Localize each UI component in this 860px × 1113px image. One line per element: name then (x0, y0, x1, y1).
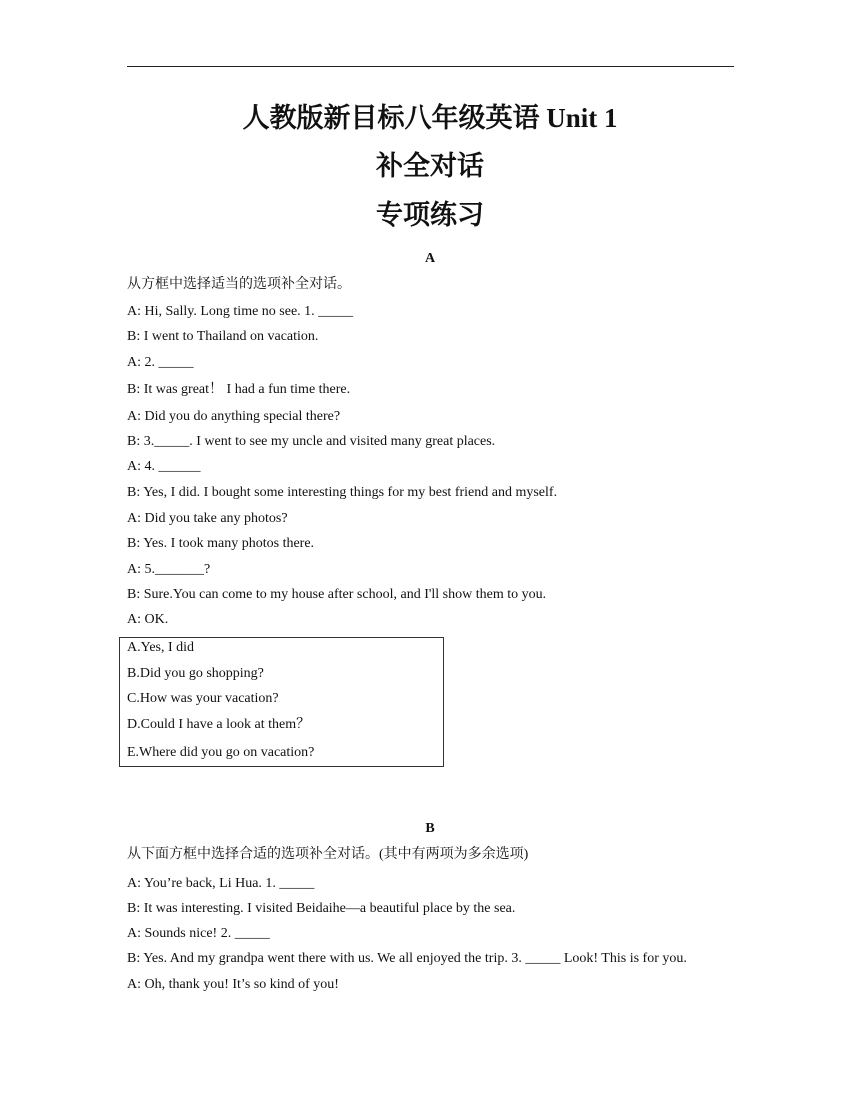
section-b-instruction: 从下面方框中选择合适的选项补全对话。(其中有两项为多余选项) (127, 847, 529, 862)
document-title: 人教版新目标八年级英语 Unit 1 (242, 103, 618, 133)
dialogue-line: A: Did you take any photos? (127, 511, 288, 526)
header-rule (127, 66, 734, 67)
section-a-label: A (424, 251, 436, 266)
dialogue-line: A: Oh, thank you! It’s so kind of you! (127, 977, 339, 992)
option-item: C.How was your vacation? (127, 691, 279, 706)
dialogue-line: A: Hi, Sally. Long time no see. 1. _____ (127, 304, 354, 319)
dialogue-line: A: 4. ______ (127, 459, 201, 474)
section-b-label: B (425, 821, 435, 836)
dialogue-line: B: Yes, I did. I bought some interesting things for my best friend and myself. (127, 485, 558, 500)
dialogue-line: B: It was interesting. I visited Beidaihe—a beautiful place by the sea. (127, 901, 516, 916)
document-subtitle: 补全对话 (376, 151, 484, 181)
dialogue-line: A: 2. _____ (127, 355, 194, 370)
section-a-instruction: 从方框中选择适当的选项补全对话。 (127, 277, 351, 292)
dialogue-line: A: OK. (127, 612, 169, 627)
dialogue-line: A: Did you do anything special there? (127, 409, 341, 424)
dialogue-line: A: Sounds nice! 2. _____ (127, 926, 270, 941)
dialogue-line: B: Yes. And my grandpa went there with us. We all enjoyed the trip. 3. _____ Look! This is for you. (127, 951, 687, 966)
dialogue-line: B: Sure.You can come to my house after school, and I'll show them to you. (127, 587, 547, 602)
option-item: A.Yes, I did (127, 640, 195, 655)
option-item: D.Could I have a look at them？ (127, 717, 311, 732)
option-item: E.Where did you go on vacation? (127, 745, 315, 760)
dialogue-line: B: Yes. I took many photos there. (127, 536, 315, 551)
dialogue-line: A: You’re back, Li Hua. 1. _____ (127, 876, 315, 891)
option-item: B.Did you go shopping? (127, 666, 264, 681)
dialogue-line: B: 3._____. I went to see my uncle and visited many great places. (127, 434, 496, 449)
options-box (119, 637, 444, 767)
dialogue-line: B: It was great！ I had a fun time there. (127, 382, 351, 397)
document-subtitle-2: 专项练习 (376, 200, 484, 230)
dialogue-line: A: 5._______? (127, 562, 211, 577)
dialogue-line: B: I went to Thailand on vacation. (127, 329, 319, 344)
